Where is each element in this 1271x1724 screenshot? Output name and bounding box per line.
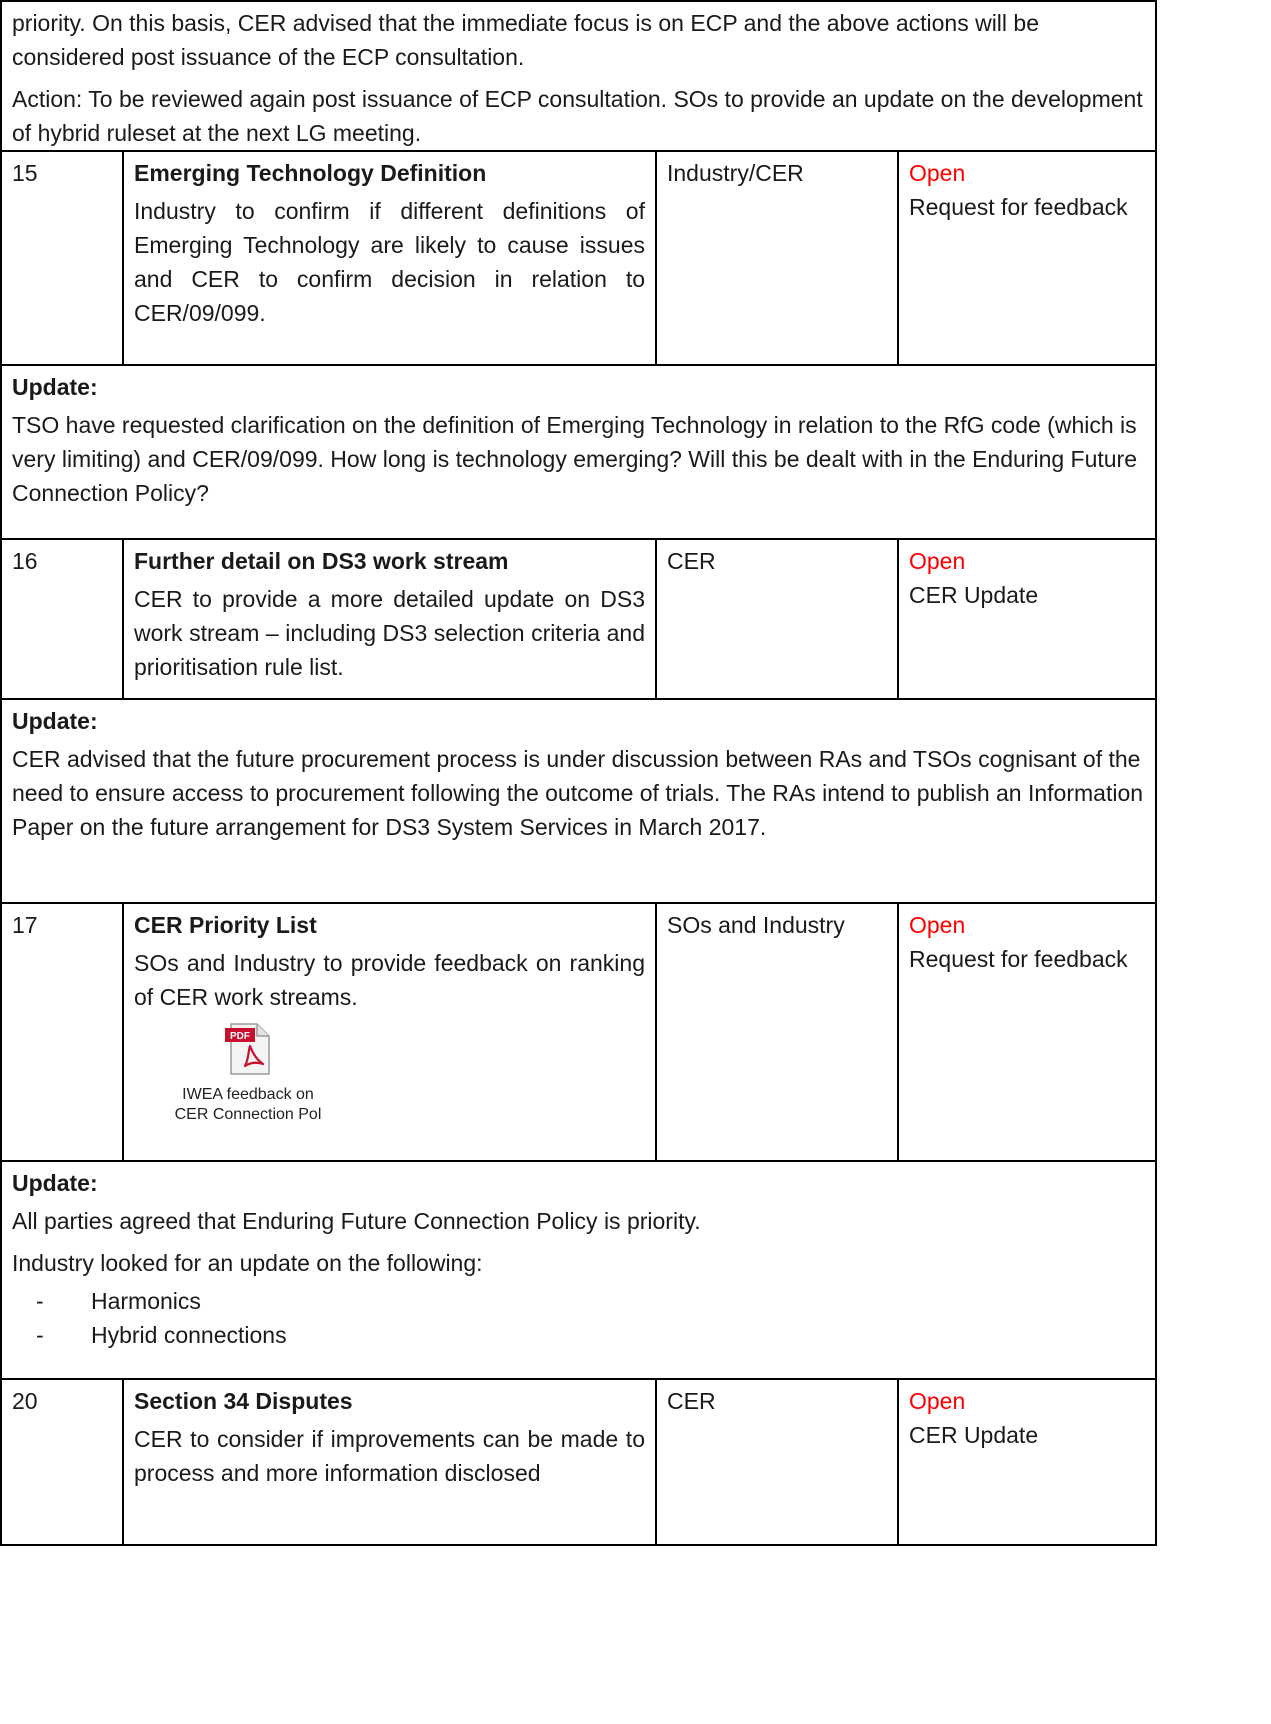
update-heading: Update: [12, 1170, 98, 1196]
item-title: Section 34 Disputes [134, 1388, 353, 1414]
update-text: CER advised that the future procurement process is under discussion between RAs and TSOs cognisant of the need to ensure access to procurement following the outcome of trials. The RAs intend to publish an Information Paper on the future arrangement for DS3 System Services in March 2017. [12, 746, 1144, 840]
attachment-caption-line: IWEA feedback on [182, 1086, 314, 1103]
status-note: Request for feedback [909, 194, 1128, 220]
status-badge: Open [909, 912, 966, 938]
action-item-row [0, 1378, 1157, 1546]
item-status-cell [899, 152, 1155, 364]
item-owner: Industry/CER [657, 152, 899, 364]
action-item-row [0, 902, 1157, 1162]
item-owner: CER [657, 540, 899, 698]
status-note: CER Update [909, 1422, 1039, 1448]
intro-paragraph: priority. On this basis, CER advised that the immediate focus is on ECP and the above actions will be considered post issuance of the ECP consultation. [12, 10, 1039, 70]
update-text: TSO have requested clarification on the definition of Emerging Technology in relation to the RfG code (which is very limiting) and CER/09/099. How long is technology emerging? Will this be dealt with in the Enduring Future Connection Policy? [12, 412, 1138, 506]
item-description: Industry to confirm if different definitions of Emerging Technology are likely to cause issues and CER to confirm decision in relation to CER/09/099. [134, 198, 645, 326]
item-title: Emerging Technology Definition [134, 160, 487, 186]
item-owner: CER [657, 1380, 899, 1544]
item-number: 15 [2, 152, 124, 364]
attachment-caption-line: CER Connection Pol [174, 1106, 322, 1123]
status-badge: Open [909, 1388, 966, 1414]
status-note: CER Update [909, 582, 1039, 608]
item-title: Further detail on DS3 work stream [134, 548, 509, 574]
status-badge: Open [909, 160, 966, 186]
item-number: 20 [2, 1380, 124, 1544]
update-text: Industry looked for an update on the following: [12, 1250, 483, 1276]
list-item: - Hybrid connections [36, 1322, 287, 1348]
item-number: 16 [2, 540, 124, 698]
item-description-cell [124, 152, 657, 364]
svg-text:PDF: PDF [230, 1031, 250, 1042]
action-item-row [0, 538, 1157, 700]
update-text: All parties agreed that Enduring Future Connection Policy is priority. [12, 1208, 701, 1234]
item-description: CER to provide a more detailed update on DS3 work stream – including DS3 selection criteria and prioritisation rule list. [134, 586, 645, 680]
status-badge: Open [909, 548, 966, 574]
item-status-cell [899, 540, 1155, 698]
item-title: CER Priority List [134, 912, 317, 938]
item-status-cell [899, 1380, 1155, 1544]
item-description-cell [124, 1380, 657, 1544]
item-number: 17 [2, 904, 124, 1160]
item-description: SOs and Industry to provide feedback on ranking of CER work streams. [134, 950, 645, 1010]
item-description: CER to consider if improvements can be made to process and more information disclosed [134, 1426, 645, 1486]
update-bullet-list [12, 1284, 1145, 1352]
action-paragraph: Action: To be reviewed again post issuance of ECP consultation. SOs to provide an update on the development of hybrid ruleset at the next LG meeting. [12, 86, 1143, 146]
intro-block [0, 0, 1157, 152]
update-block [0, 364, 1157, 540]
item-description-cell [124, 904, 657, 1160]
update-block [0, 698, 1157, 904]
update-heading: Update: [12, 708, 98, 734]
action-item-row [0, 150, 1157, 366]
update-block [0, 1160, 1157, 1380]
list-item: - Harmonics [36, 1288, 201, 1314]
item-owner: SOs and Industry [657, 904, 899, 1160]
item-description-cell [124, 540, 657, 698]
update-heading: Update: [12, 374, 98, 400]
pdf-attachment[interactable] [138, 1022, 358, 1125]
pdf-icon [225, 1022, 271, 1076]
item-status-cell [899, 904, 1155, 1160]
status-note: Request for feedback [909, 946, 1128, 972]
